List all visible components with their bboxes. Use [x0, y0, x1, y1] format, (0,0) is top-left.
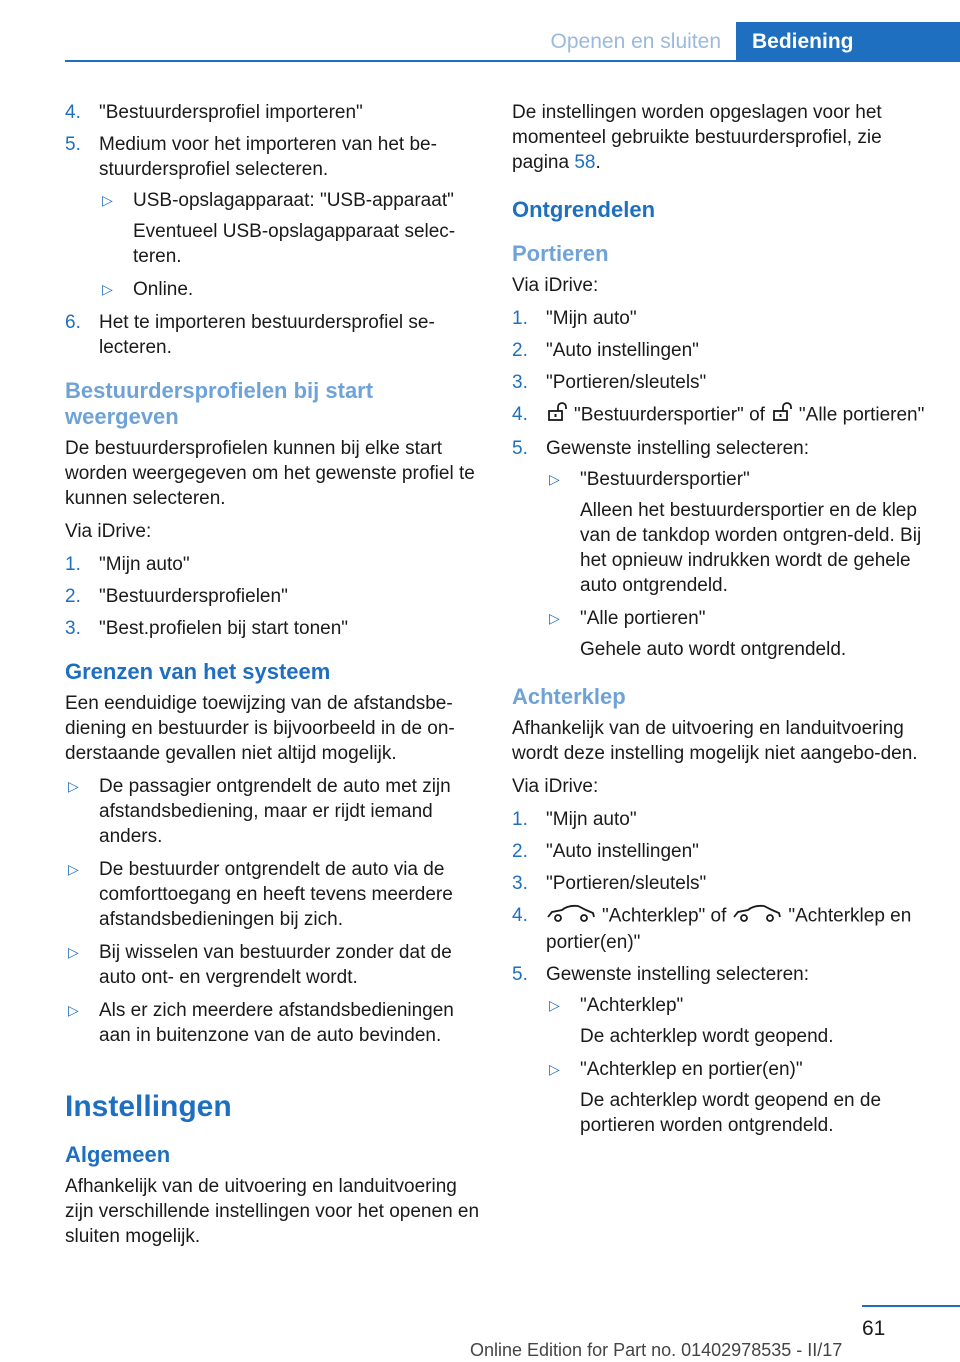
list-item	[99, 188, 480, 269]
list-item	[65, 774, 480, 849]
bullet-subtext: De achterklep wordt geopend.	[580, 1026, 834, 1047]
step-number: 1.	[512, 308, 528, 329]
section-heading-tailgate: Achterklep	[512, 684, 626, 709]
step-number: 4.	[65, 102, 81, 123]
triangle-bullet-icon: ▷	[549, 610, 560, 626]
paragraph	[512, 100, 932, 175]
step-text: "Bestuurdersportier" of	[574, 404, 765, 426]
list-item	[99, 277, 480, 302]
list-item	[65, 310, 480, 360]
step-text: "Achterklep" of	[602, 905, 727, 927]
list-item	[512, 962, 932, 1138]
import-steps	[65, 100, 480, 360]
list-item	[65, 552, 480, 577]
step-text: "Bestuurdersprofiel importeren"	[99, 102, 363, 123]
left-column	[65, 100, 480, 1257]
step-text: Gewenste instelling selecteren:	[546, 438, 809, 459]
step-number: 2.	[65, 586, 81, 607]
car-icon	[546, 903, 596, 930]
car-icon	[732, 903, 782, 930]
paragraph-text: De instellingen worden opgeslagen voor het momenteel gebruikte bestuurdersprofiel, zie pagina	[512, 102, 882, 173]
step-text: "Bestuurdersprofielen"	[99, 586, 288, 607]
bullet-label: "Achterklep en portier(en)"	[580, 1059, 803, 1080]
list-item	[546, 1057, 932, 1138]
triangle-bullet-icon: ▷	[549, 1061, 560, 1077]
list-item	[512, 402, 932, 429]
bullet-label: USB-opslagapparaat: "USB-apparaat"	[133, 190, 454, 211]
step-number: 2.	[512, 340, 528, 361]
paragraph: Een eenduidige toewijzing van de afstandsbe-diening en bestuurder is bijvoorbeeld in de on-derstaande gevallen niet altijd mogelijk.	[65, 693, 455, 764]
step-number: 3.	[512, 372, 528, 393]
step-text: Het te importeren bestuurdersprofiel se-lecteren.	[99, 312, 435, 358]
paragraph-text: .	[595, 152, 601, 173]
bullet-text: De bestuurder ontgrendelt de auto via de comforttoegang en heeft tevens meerdere afstandsbedieningen bij zich.	[99, 859, 453, 930]
tailgate-options	[546, 993, 932, 1138]
step-number: 1.	[512, 809, 528, 830]
step-number: 4.	[512, 905, 528, 926]
profiles-steps	[65, 552, 480, 641]
triangle-bullet-icon: ▷	[102, 192, 113, 208]
section-heading-unlock: Ontgrendelen	[512, 197, 656, 222]
paragraph: Via iDrive:	[512, 275, 599, 296]
step-number: 3.	[512, 873, 528, 894]
bullet-label: "Achterklep"	[580, 995, 684, 1016]
triangle-bullet-icon: ▷	[549, 997, 560, 1013]
section-heading-system-limits: Grenzen van het systeem	[65, 659, 331, 684]
bullet-text: Als er zich meerdere afstandsbedieningen aan in buitenzone van de auto bevinden.	[99, 1000, 454, 1046]
paragraph: Afhankelijk van de uitvoering en landuitvoering wordt deze instelling mogelijk niet aangebo-den.	[512, 718, 918, 764]
import-medium-options	[99, 188, 480, 302]
lock-open-icon	[546, 402, 568, 429]
step-text: "Mijn auto"	[546, 809, 637, 830]
step-text: "Portieren/sleutels"	[546, 372, 707, 393]
step-text: "Achterklep en portier(en)"	[546, 905, 912, 953]
list-item	[65, 857, 480, 932]
list-item	[546, 467, 932, 598]
triangle-bullet-icon: ▷	[68, 778, 79, 794]
step-text: "Best.profielen bij start tonen"	[99, 618, 349, 639]
tailgate-steps	[512, 807, 932, 1138]
step-text: "Auto instellingen"	[546, 841, 699, 862]
list-item	[512, 839, 932, 864]
bullet-text: Bij wisselen van bestuurder zonder dat de auto ont- en vergrendelt wordt.	[99, 942, 452, 988]
step-text: "Mijn auto"	[99, 554, 190, 575]
step-number: 3.	[65, 618, 81, 639]
page-number: 61	[862, 1317, 886, 1340]
step-number: 6.	[65, 312, 81, 333]
list-item	[65, 940, 480, 990]
step-text: Medium voor het importeren van het be-stuurdersprofiel selecteren.	[99, 134, 437, 180]
page-link-58[interactable]: 58	[574, 152, 596, 173]
section-heading-general: Algemeen	[65, 1142, 171, 1167]
bullet-subtext: Gehele auto wordt ontgrendeld.	[580, 639, 847, 660]
step-text: "Mijn auto"	[546, 308, 637, 329]
list-item	[512, 306, 932, 331]
triangle-bullet-icon: ▷	[102, 281, 113, 297]
step-text: Gewenste instelling selecteren:	[546, 964, 809, 985]
list-item	[512, 370, 932, 395]
chapter-heading-settings: Instellingen	[65, 1090, 232, 1123]
bullet-text: De passagier ontgrendelt de auto met zijn afstandsbediening, maar er rijdt iemand anders.	[99, 776, 451, 847]
paragraph: Via iDrive:	[512, 776, 599, 797]
step-number: 1.	[65, 554, 81, 575]
triangle-bullet-icon: ▷	[68, 1002, 79, 1018]
bullet-label: "Bestuurdersportier"	[580, 469, 750, 490]
list-item	[512, 871, 932, 896]
list-item	[65, 584, 480, 609]
lock-open-icon	[771, 402, 793, 429]
paragraph: Via iDrive:	[65, 521, 152, 542]
triangle-bullet-icon: ▷	[549, 471, 560, 487]
section-tab-openen-en-sluiten[interactable]: Openen en sluiten	[550, 30, 721, 53]
doors-steps	[512, 306, 932, 662]
triangle-bullet-icon: ▷	[68, 861, 79, 877]
bullet-subtext: De achterklep wordt geopend en de portieren worden ontgrendeld.	[580, 1090, 882, 1136]
section-tab-bediening[interactable]: Bediening	[736, 22, 960, 62]
header-rule	[65, 60, 960, 62]
list-item	[512, 338, 932, 363]
list-item	[546, 606, 932, 662]
section-heading-profiles-at-start: Bestuurdersprofielen bij start weergeven	[65, 378, 374, 429]
page-header	[0, 0, 960, 62]
paragraph: Afhankelijk van de uitvoering en landuitvoering zijn verschillende instellingen voor het openen en sluiten mogelijk.	[65, 1176, 480, 1247]
list-item	[512, 436, 932, 662]
step-number: 5.	[512, 964, 528, 985]
paragraph: De bestuurdersprofielen kunnen bij elke start worden weergegeven om het gewenste profiel te kunnen selecteren.	[65, 438, 475, 509]
step-text: "Auto instellingen"	[546, 340, 699, 361]
bullet-label: Online.	[133, 279, 194, 300]
step-number: 5.	[512, 438, 528, 459]
step-text: "Alle portieren"	[798, 404, 925, 426]
doors-options	[546, 467, 932, 662]
edition-note: Online Edition for Part no. 01402978535 - II/17	[470, 1340, 843, 1360]
list-item	[65, 100, 480, 125]
step-number: 5.	[65, 134, 81, 155]
step-number: 4.	[512, 404, 528, 425]
list-item	[65, 616, 480, 641]
bullet-subtext: Alleen het bestuurdersportier en de klep van de tankdop worden ontgren-deld. Bij het opnieuw indrukken wordt de gehele auto ontgrendeld.	[580, 500, 922, 596]
list-item	[65, 132, 480, 302]
list-item	[512, 807, 932, 832]
right-column	[512, 100, 932, 1146]
list-item	[512, 903, 932, 955]
bullet-label: "Alle portieren"	[580, 608, 706, 629]
limits-bullets	[65, 774, 480, 1048]
triangle-bullet-icon: ▷	[68, 944, 79, 960]
bullet-subtext: Eventueel USB-opslagapparaat selec-teren.	[133, 221, 456, 267]
step-number: 2.	[512, 841, 528, 862]
section-heading-doors: Portieren	[512, 241, 609, 266]
step-text: "Portieren/sleutels"	[546, 873, 707, 894]
list-item	[65, 998, 480, 1048]
list-item	[546, 993, 932, 1049]
footer-rule	[862, 1305, 960, 1307]
